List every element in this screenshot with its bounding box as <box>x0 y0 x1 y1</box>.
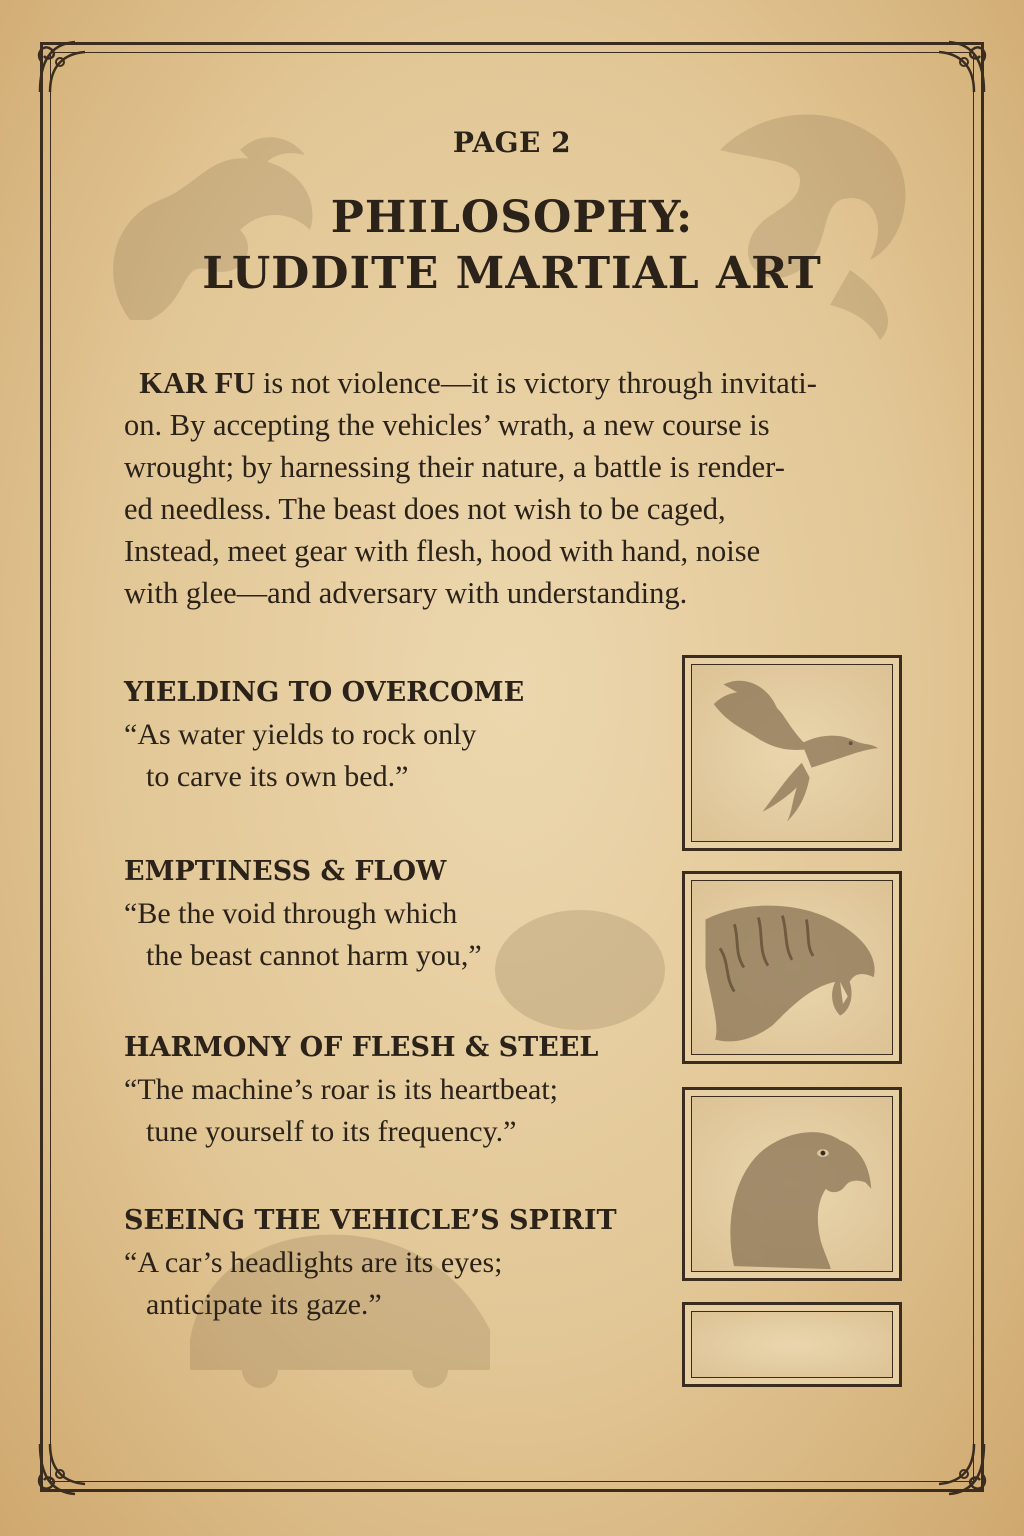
page-title <box>0 190 1024 302</box>
section-quote <box>124 714 664 798</box>
page-number: PAGE 2 <box>452 126 572 159</box>
section-quote <box>124 1069 664 1153</box>
tiger-icon <box>692 881 892 1054</box>
intro-first-line: is not violence—it is victory through invitati- <box>255 366 817 400</box>
title-line: PHILOSOPHY: <box>330 192 694 243</box>
crane-illustration <box>682 655 902 851</box>
intro-line: with glee—and adversary with understanding. <box>124 576 688 610</box>
section-quote <box>124 1242 664 1326</box>
section-quote <box>124 893 664 977</box>
corner-ornament-icon <box>924 32 994 102</box>
intro-line <box>124 362 894 404</box>
quote-line: anticipate its gaze.” <box>146 1288 382 1321</box>
corner-ornament-icon <box>30 32 100 102</box>
intro-line: ed needless. The beast does not wish to be caged, <box>124 492 726 526</box>
crane-icon <box>692 665 892 841</box>
quote-line: “The machine’s roar is its heartbeat; <box>124 1073 558 1106</box>
quote-line: tune yourself to its frequency.” <box>146 1115 517 1148</box>
section-heading: HARMONY OF FLESH & STEEL <box>124 1032 599 1063</box>
corner-ornament-icon <box>30 1434 100 1504</box>
principle-section <box>124 676 664 798</box>
principle-section <box>124 1031 664 1153</box>
intro-line: wrought; by harnessing their nature, a battle is render- <box>124 450 785 484</box>
quote-line: the beast cannot harm you,” <box>146 939 482 972</box>
quote-line: to carve its own bed.” <box>146 760 409 793</box>
section-heading: YIELDING TO OVERCOME <box>124 677 525 708</box>
quote-line: “A car’s headlights are its eyes; <box>124 1246 503 1279</box>
eagle-icon <box>692 1097 892 1271</box>
intro-lead: KAR FU <box>139 366 256 400</box>
quote-line: “Be the void through which <box>124 897 458 930</box>
quote-line: “As water yields to rock only <box>124 718 477 751</box>
title-line: LUDDITE MARTIAL ART <box>202 248 822 299</box>
principle-section <box>124 1204 664 1326</box>
corner-ornament-icon <box>924 1434 994 1504</box>
section-heading: EMPTINESS & FLOW <box>124 856 447 887</box>
section-heading: SEEING THE VEHICLE’S SPIRIT <box>124 1205 617 1236</box>
tiger-illustration <box>682 871 902 1064</box>
eagle-illustration <box>682 1087 902 1281</box>
intro-line: Instead, meet gear with flesh, hood with hand, noise <box>124 534 761 568</box>
principle-section <box>124 855 664 977</box>
intro-paragraph <box>124 362 894 614</box>
empty-frame <box>682 1302 902 1387</box>
intro-line: on. By accepting the vehicles’ wrath, a new course is <box>124 408 770 442</box>
